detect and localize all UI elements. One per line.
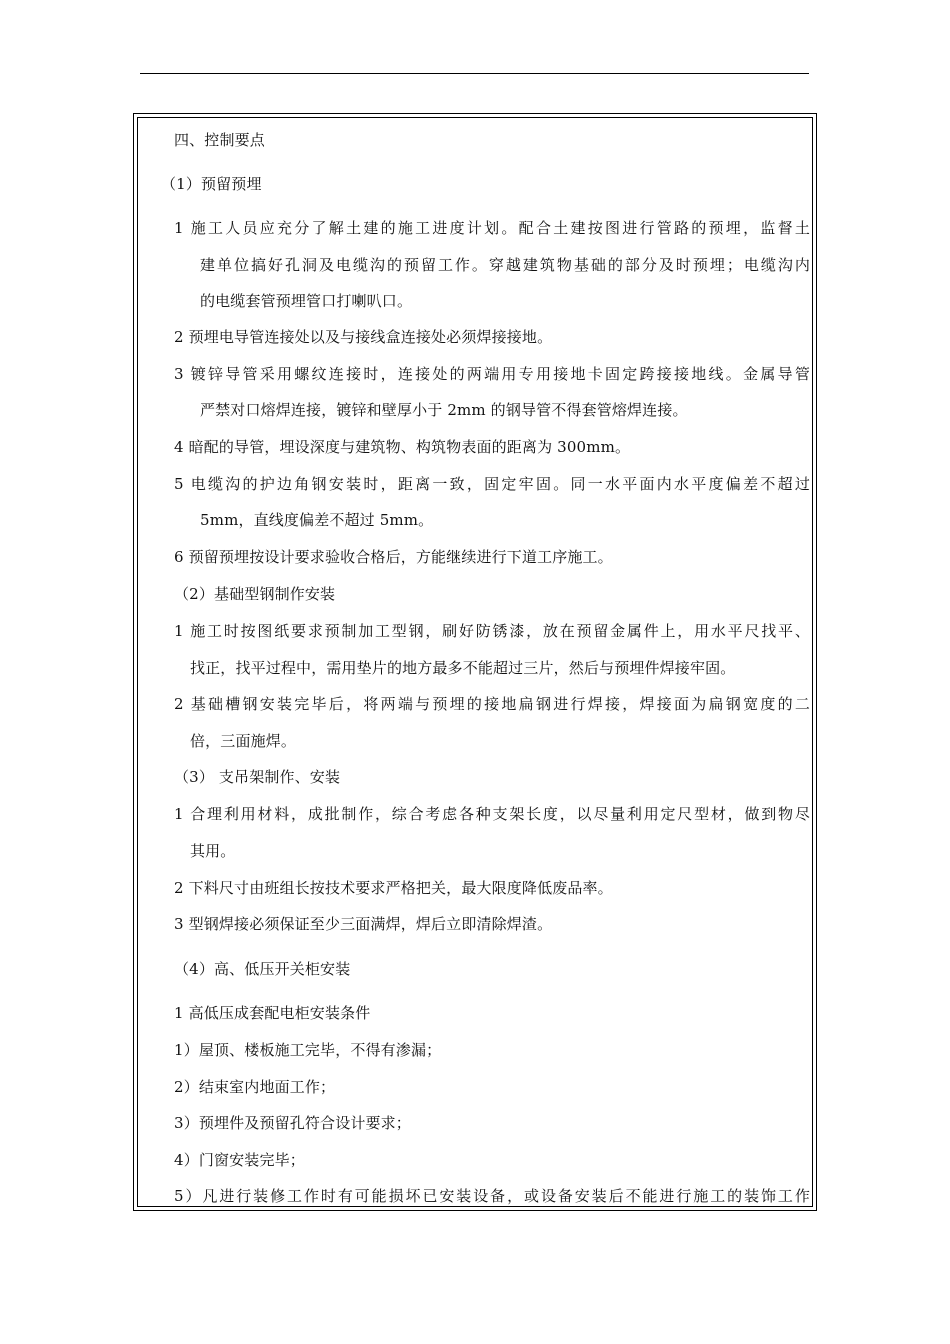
list-item: 1）屋顶、楼板施工完毕，不得有渗漏；: [174, 1041, 442, 1059]
subsection-heading: （3） 支吊架制作、安装: [174, 768, 341, 786]
paragraph-line: 4 暗配的导管，埋设深度与建筑物、构筑物表面的距离为 300mm。: [174, 438, 631, 456]
subsection-heading: （4）高、低压开关柜安装: [174, 960, 351, 978]
paragraph-line: 3 型钢焊接必须保证至少三面满焊，焊后立即清除焊渣。: [174, 915, 553, 933]
paragraph-line: 找正，找平过程中，需用垫片的地方最多不能超过三片，然后与预埋件焊接牢固。: [190, 659, 736, 677]
paragraph-line: 1 高低压成套配电柜安装条件: [174, 1004, 371, 1022]
paragraph-line: 其用。: [190, 842, 236, 860]
paragraph-line: 2 基础槽钢安装完毕后，将两端与预埋的接地扁钢进行焊接，焊接面为扁钢宽度的二: [174, 695, 810, 713]
paragraph-line: 3 镀锌导管采用螺纹连接时，连接处的两端用专用接地卡固定跨接接地线。金属导管: [174, 365, 810, 383]
subsection-heading: （1）预留预埋: [161, 175, 262, 193]
list-item: 2）结束室内地面工作；: [174, 1078, 336, 1096]
paragraph-line: 2 下料尺寸由班组长按技术要求严格把关，最大限度降低废品率。: [174, 879, 613, 897]
header-rule: [140, 73, 809, 74]
paragraph-line: 的电缆套管预埋管口打喇叭口。: [200, 292, 413, 310]
paragraph-line: 1 施工时按图纸要求预制加工型钢，刷好防锈漆，放在预留金属件上，用水平尺找平、: [174, 622, 810, 640]
paragraph-line: 1 合理利用材料，成批制作，综合考虑各种支架长度，以尽量利用定尺型材，做到物尽: [174, 805, 810, 823]
list-item: 4）门窗安装完毕；: [174, 1151, 305, 1169]
paragraph-line: 严禁对口熔焊连接，镀锌和壁厚小于 2mm 的钢导管不得套管熔焊连接。: [200, 401, 688, 419]
section-heading: 四、控制要点: [174, 131, 265, 149]
paragraph-line: 2 预埋电导管连接处以及与接线盒连接处必须焊接接地。: [174, 328, 553, 346]
paragraph-line: 5mm，直线度偏差不超过 5mm。: [200, 511, 434, 529]
paragraph-line: 倍，三面施焊。: [190, 732, 297, 750]
paragraph-line: 5 电缆沟的护边角钢安装时，距离一致，固定牢固。同一水平面内水平度偏差不超过: [174, 475, 810, 493]
paragraph-line: 6 预留预埋按设计要求验收合格后，方能继续进行下道工序施工。: [174, 548, 613, 566]
paragraph-line: 建单位搞好孔洞及电缆沟的预留工作。穿越建筑物基础的部分及时预埋；电缆沟内: [200, 256, 810, 274]
list-item: 5）凡进行装修工作时有可能损坏已安装设备，或设备安装后不能进行施工的装饰工作: [174, 1187, 810, 1205]
list-item: 3）预埋件及预留孔符合设计要求；: [174, 1114, 411, 1132]
paragraph-line: 1 施工人员应充分了解土建的施工进度计划。配合土建按图进行管路的预埋，监督土: [174, 219, 810, 237]
subsection-heading: （2）基础型钢制作安装: [174, 585, 336, 603]
